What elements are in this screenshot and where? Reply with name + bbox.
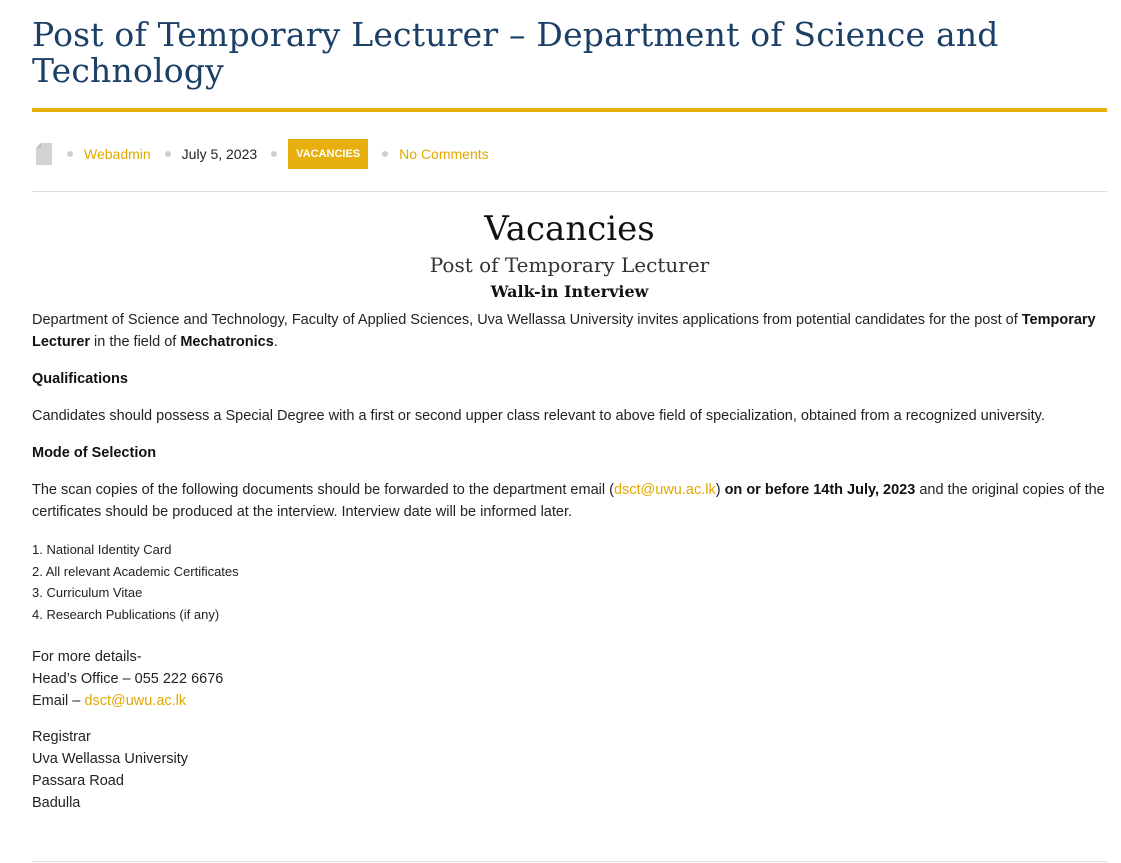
list-item: 2. All relevant Academic Certificates <box>32 563 239 579</box>
list-item: 1. National Identity Card <box>32 542 172 557</box>
meta-separator-dot <box>271 151 277 157</box>
content-bottom-divider <box>32 861 1107 862</box>
address-line: Passara Road <box>32 772 124 789</box>
comments-link[interactable]: No Comments <box>399 146 489 162</box>
post-content <box>32 209 1107 814</box>
department-email-link[interactable]: dsct@uwu.ac.lk <box>613 482 716 498</box>
qualifications-label: Qualifications <box>32 371 128 387</box>
address-line: Badulla <box>32 794 81 811</box>
required-documents-list <box>32 539 1107 626</box>
selection-text: The scan copies of the following documents should be forwarded to the department email ( <box>32 482 614 498</box>
selection-text: ) <box>715 482 725 498</box>
category-badge[interactable]: VACANCIES <box>288 139 368 169</box>
email-line <box>32 690 1107 712</box>
qualifications-heading <box>32 368 1107 390</box>
contact-block <box>32 646 1107 712</box>
selection-paragraph <box>32 479 1107 523</box>
meta-divider <box>32 191 1107 192</box>
post-heading: Post of Temporary Lecturer <box>429 253 710 277</box>
field-name: Mechatronics <box>180 334 274 350</box>
email-label: Email – <box>32 692 85 709</box>
post-title: Post of Temporary Lecturer – Department of Science and Technology <box>32 15 999 90</box>
post-meta <box>32 139 1107 169</box>
contact-email-link[interactable]: dsct@uwu.ac.lk <box>84 692 187 709</box>
intro-text: Department of Science and Technology, Faculty of Applied Sciences, Uva Wellassa University invites applications from potential candidates for the post of <box>32 312 1022 328</box>
meta-separator-dot <box>165 151 171 157</box>
selection-text: and the original copies of the certificates should be produced at the interview. Interview date will be informed later. <box>32 482 1105 520</box>
meta-separator-dot <box>382 151 388 157</box>
walk-in-heading: Walk-in Interview <box>490 282 649 301</box>
address-line: Registrar <box>32 728 91 745</box>
intro-paragraph <box>32 309 1107 353</box>
deadline-text: on or before 14th July, 2023 <box>724 482 916 498</box>
post-date: July 5, 2023 <box>181 146 258 162</box>
heads-office-phone: Head’s Office – 055 222 6676 <box>32 670 224 687</box>
list-item: 3. Curriculum Vitae <box>32 585 143 601</box>
document-icon <box>35 142 53 166</box>
qualifications-text: Candidates should possess a Special Degree with a first or second upper class relevant to above field of specialization, obtained from a recognized university. <box>32 408 1045 424</box>
intro-text: . <box>273 334 278 350</box>
intro-text: in the field of <box>90 334 181 350</box>
vacancies-heading: Vacancies <box>484 209 655 249</box>
list-item: 4. Research Publications (if any) <box>32 607 220 623</box>
details-label: For more details- <box>32 648 142 665</box>
meta-separator-dot <box>67 151 73 157</box>
author-link[interactable]: Webadmin <box>84 146 151 162</box>
address-block <box>32 726 1107 814</box>
title-underline <box>32 108 1107 112</box>
selection-heading <box>32 442 1107 464</box>
selection-label: Mode of Selection <box>32 445 157 461</box>
post-name: Temporary Lecturer <box>32 312 1096 350</box>
address-line: Uva Wellassa University <box>32 750 189 767</box>
